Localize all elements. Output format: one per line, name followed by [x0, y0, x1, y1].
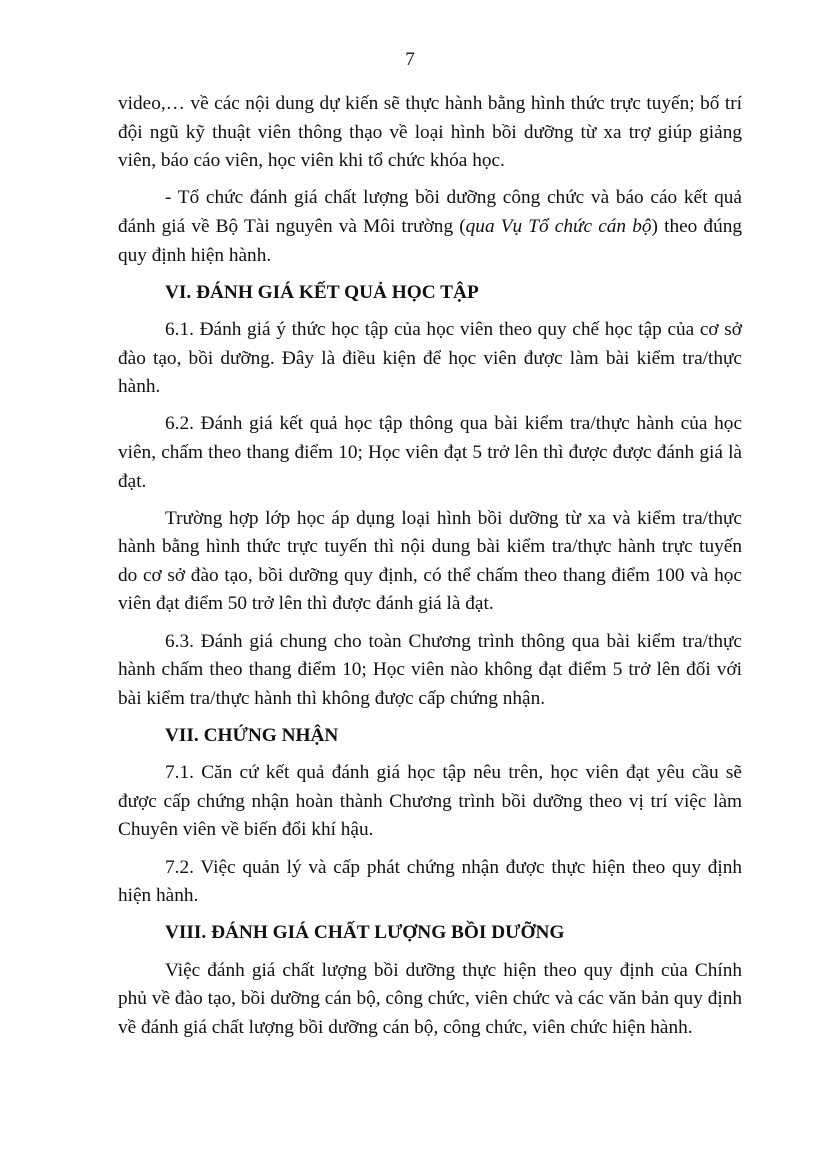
paragraph-quality-evaluation	[118, 184, 742, 270]
paragraph-quality-assessment: Việc đánh giá chất lượng bồi dưỡng thực hiện theo quy định của Chính phủ về đào tạo, bồi dưỡng cán bộ, công chức, viên chức và các văn bản quy định về đánh giá chất lượng bồi dưỡng cán bộ, công chức, viên chức hiện hành.	[118, 959, 742, 1038]
paragraph-6-1: 6.1. Đánh giá ý thức học tập của học viên theo quy chế học tập của cơ sở đào tạo, bồi dưỡng. Đây là điều kiện để học viên được làm bài kiểm tra/thực hành.	[118, 318, 742, 398]
paragraph-continuation: video,… về các nội dung dự kiến sẽ thực hành bằng hình thức trực tuyến; bố trí đội ngũ kỹ thuật viên thông thạo về loại hình bồi dưỡng từ xa trợ giúp giảng viên, báo cáo viên, học viên khi tổ chức khóa học.	[118, 93, 742, 172]
paragraph-7-1: 7.1. Căn cứ kết quả đánh giá học tập nêu trên, học viên đạt yêu cầu sẽ được cấp chứng nhận hoàn thành Chương trình bồi dưỡng theo vị trí việc làm Chuyên viên về biến đổi khí hậu.	[118, 762, 742, 841]
italic-text-segment: qua Vụ Tổ chức cán bộ	[465, 215, 652, 237]
page-number: 7	[405, 49, 415, 70]
text-segment: ) theo đúng quy định hiện hành.	[118, 215, 742, 266]
section-heading-vii: VII. CHỨNG NHẬN	[165, 725, 339, 747]
paragraph-6-2: 6.2. Đánh giá kết quả học tập thông qua bài kiểm tra/thực hành của học viên, chấm theo thang điểm 10; Học viên đạt 5 trở lên thì được được đánh giá là đạt.	[118, 413, 742, 492]
paragraph-6-3: 6.3. Đánh giá chung cho toàn Chương trình thông qua bài kiểm tra/thực hành chấm theo thang điểm 10; Học viên nào không đạt điểm 5 trở lên đối với bài kiểm tra/thực hành thì không được cấp chứng nhận.	[118, 630, 742, 709]
paragraph-7-2: 7.2. Việc quản lý và cấp phát chứng nhận được thực hiện theo quy định hiện hành.	[118, 856, 742, 907]
section-heading-vi: VI. ĐÁNH GIÁ KẾT QUẢ HỌC TẬP	[165, 281, 479, 303]
paragraph-online-case: Trường hợp lớp học áp dụng loại hình bồi dưỡng từ xa và kiểm tra/thực hành bằng hình thức trực tuyến thì nội dung bài kiểm tra/thực hành trực tuyến do cơ sở đào tạo, bồi dưỡng quy định, có thể chấm theo thang điểm 100 và học viên đạt điểm 50 trở lên thì được đánh giá là đạt.	[118, 507, 742, 615]
text-segment: - Tổ chức đánh giá chất lượng bồi dưỡng công chức và báo cáo kết quả đánh giá về Bộ Tài nguyên và Môi trường (	[118, 187, 742, 237]
document-body	[118, 90, 742, 1051]
section-heading-viii: VIII. ĐÁNH GIÁ CHẤT LƯỢNG BỒI DƯỠNG	[165, 922, 565, 944]
